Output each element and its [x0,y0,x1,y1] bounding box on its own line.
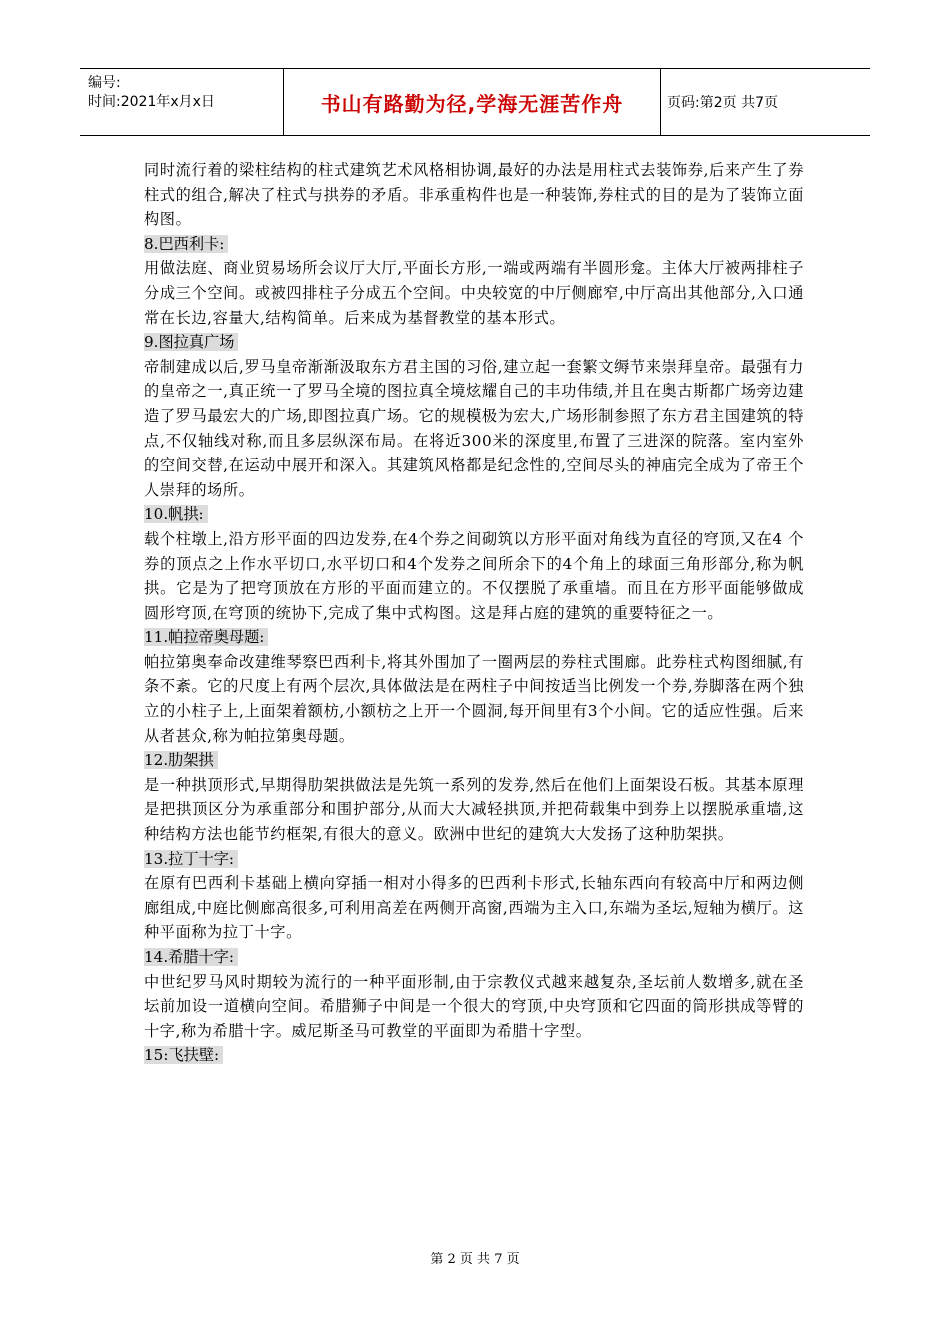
paragraph: 帕拉第奥奉命改建维琴察巴西利卡,将其外围加了一圈两层的券柱式围廊。此券柱式构图细腻,有条不紊。它的尺度上有两个层次,具体做法是在两柱子中间按适当比例发一个券,券脚落在两个独立的小柱子上,上面架着额枋,小额枋之上开一个圆洞,每开间里有3个小间。它的适应性强。后来从者甚众,称为帕拉第奥母题。 [144,652,804,745]
section-heading: 14.希腊十字: [144,945,804,970]
section-heading: 13.拉丁十字: [144,847,804,872]
section-heading: 12.肋架拱 [144,748,804,773]
paragraph: 帝制建成以后,罗马皇帝渐渐汲取东方君主国的习俗,建立起一套繁文缛节来崇拜皇帝。最强有力的皇帝之一,真正统一了罗马全境的图拉真全境炫耀自己的丰功伟绩,并且在奥古斯都广场旁边建造了罗马最宏大的广场,即图拉真广场。它的规模极为宏大,广场形制参照了东方君主国建筑的特点,不仅轴线对称,而且多层纵深布局。在将近300米的深度里,布置了三进深的院落。室内室外的空间交替,在运动中展开和深入。其建筑风格都是纪念性的,空间尽头的神庙完全成为了帝王个人崇拜的场所。 [144,357,804,499]
paragraph: 载个柱墩上,沿方形平面的四边发券,在4个券之间砌筑以方形平面对角线为直径的穹顶,又在4 个券的顶点之上作水平切口,水平切口和4个发券之间所余下的4个角上的球面三角形部分,称为帆拱。它是为了把穹顶放在方形的平面而建立的。不仅摆脱了承重墙。而且在方形平面能够做成圆形穹顶,在穹顶的统协下,完成了集中式构图。这是拜占庭的建筑的重要特征之一。 [144,529,804,622]
paragraph: 中世纪罗马风时期较为流行的一种平面形制,由于宗教仪式越来越复杂,圣坛前人数增多,就在圣坛前加设一道横向空间。希腊狮子中间是一个很大的穹顶,中央穹顶和它四面的筒形拱成等臂的十字,称为希腊十字。威尼斯圣马可教堂的平面即为希腊十字型。 [144,972,804,1040]
section-heading: 11.帕拉帝奥母题: [144,625,804,650]
page-footer: 第 2 页 共 7 页 [430,1252,520,1267]
number-label: 编号: [88,75,121,91]
document-body [144,158,804,1068]
paragraph: 在原有巴西利卡基础上横向穿插一相对小得多的巴西利卡形式,长轴东西向有较高中厅和两边侧廊组成,中庭比侧廊高很多,可利用高差在两侧开高窗,西端为主入口,东端为圣坛,短轴为横厅。这种平面称为拉丁十字。 [144,874,804,942]
paragraph: 同时流行着的梁柱结构的柱式建筑艺术风格相协调,最好的办法是用柱式去装饰券,后来产生了券柱式的组合,解决了柱式与拱券的矛盾。非承重构件也是一种装饰,券柱式的目的是为了装饰立面构图。 [144,161,804,229]
header-motto: 书山有路勤为径,学海无涯苦作舟 [320,91,624,116]
paragraph: 是一种拱顶形式,早期得肋架拱做法是先筑一系列的发券,然后在他们上面架设石板。其基本原理是把拱顶区分为承重部分和围护部分,从而大大减轻拱顶,并把荷载集中到券上以摆脱承重墙,这种结构方法也能节约框架,有很大的意义。欧洲中世纪的建筑大大发扬了这种肋架拱。 [144,775,804,844]
section-heading: 10.帆拱: [144,502,804,527]
header-meta-cell [80,69,283,135]
section-heading: 9.图拉真广场 [144,330,804,355]
section-heading: 15:飞扶壁: [144,1043,804,1068]
section-heading: 8.巴西利卡: [144,232,804,257]
page-header-table [80,68,870,136]
paragraph: 用做法庭、商业贸易场所会议厅大厅,平面长方形,一端或两端有半圆形龛。主体大厅被两排柱子分成三个空间。或被四排柱子分成五个空间。中央较宽的中厅侧廊窄,中厅高出其他部分,入口通常在长边,容量大,结构简单。后来成为基督教堂的基本形式。 [144,259,804,327]
time-label: 时间:2021年x月x日 [88,94,215,110]
header-page-info: 页码:第2页 共7页 [667,95,778,111]
